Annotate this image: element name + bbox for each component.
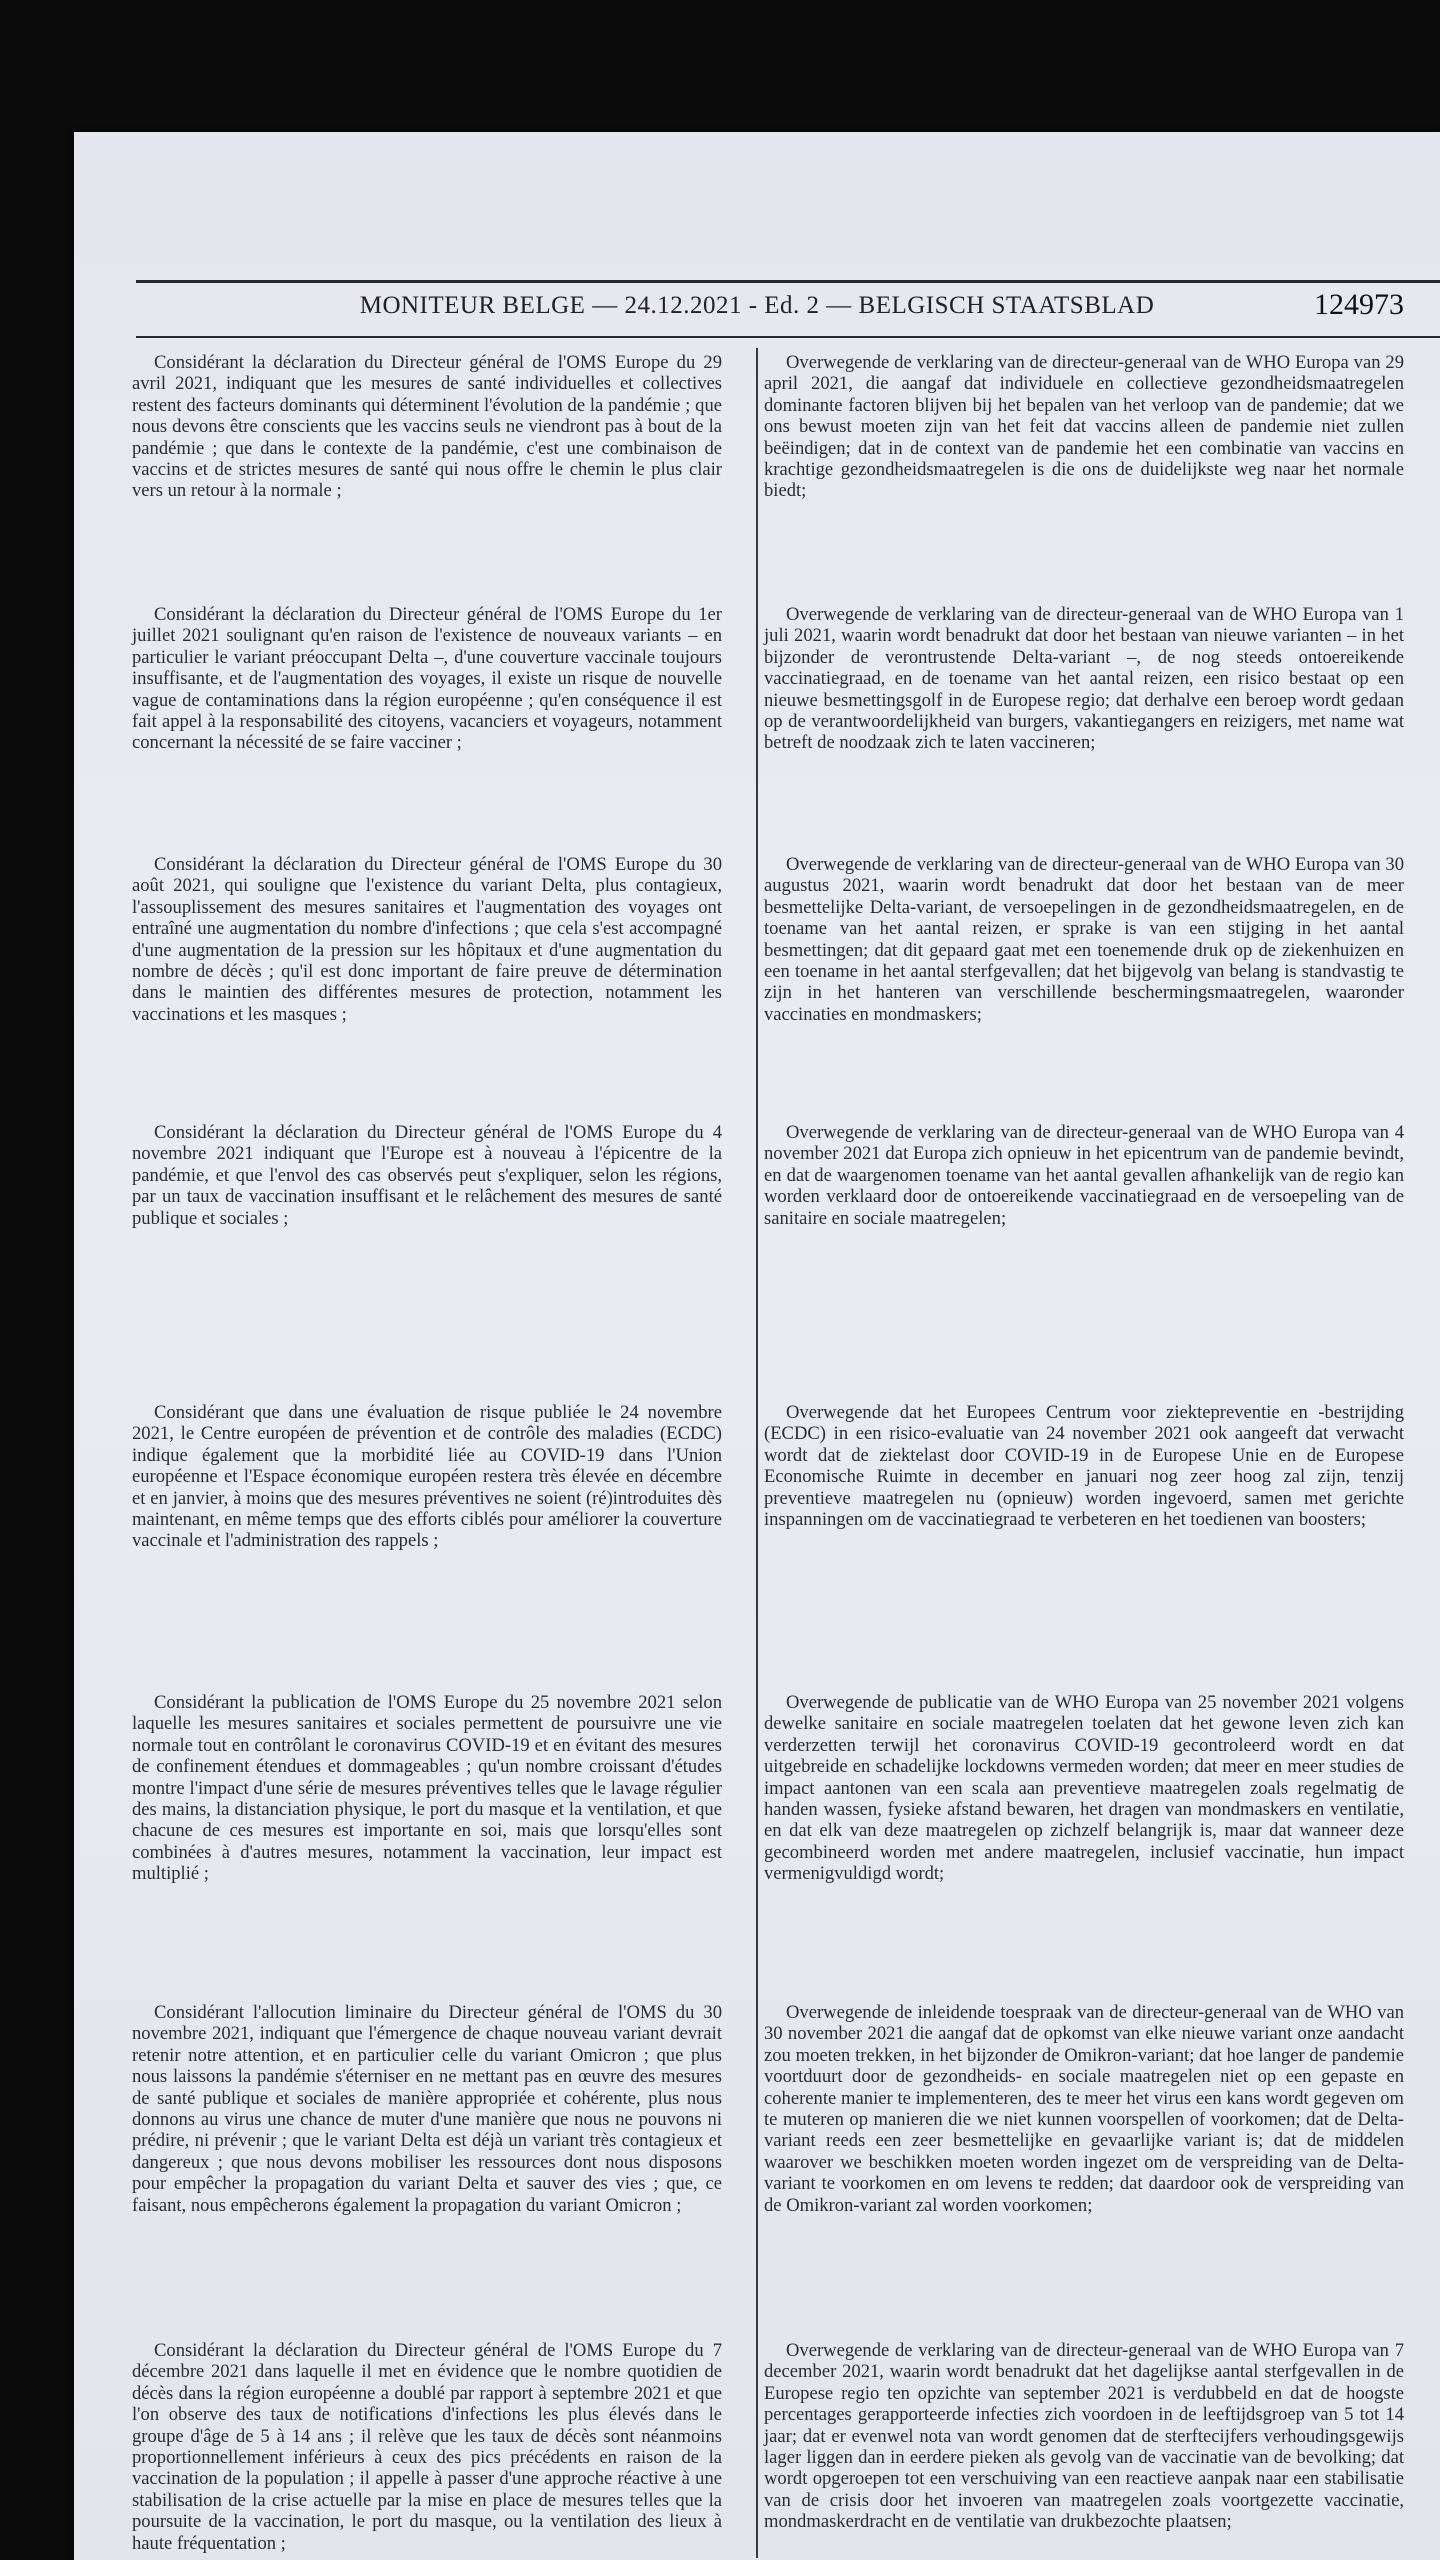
fr-paragraph-6: Considérant la publication de l'OMS Europe du 25 novembre 2021 selon laquelle les mesures sanitaires et sociales permettent de poursuivre une vie normale tout en contrôlant le coronavirus COVID-19 et en évitant des mesures de confinement étendues et dommageables ; qu'un nombre croissant d'études montre l'impact d'une série de mesures préventives telles que le lavage régulier des mains, la distanciation physique, le port du masque et la ventilation, et que chacune de ces mesures est importante en soi, mais que lorsqu'elles sont combinées à d'autres mesures, notamment la vaccination, leur impact est multiplié ; bbox=[132, 1692, 722, 1885]
fr-paragraph-7: Considérant l'allocution liminaire du Directeur général de l'OMS du 30 novembre 2021, indiquant que l'émergence de chaque nouveau variant devrait retenir notre attention, et en particulier celle du variant Omicron ; que plus nous laissons la pandémie s'éterniser en ne mettant pas en œuvre des mesures de santé publique et sociales de manière appropriée et cohérente, plus nous donnons au virus une chance de muter d'une manière que nous ne pouvons ni prédire, ni prévenir ; que le variant Delta est déjà un variant très contagieux et dangereux ; que nous devons mobiliser les ressources dont nous disposons pour empêcher la propagation du variant Delta et sauver des vies ; que, ce faisant, nous empêcherons également la propagation du variant Omicron ; bbox=[132, 2002, 722, 2216]
fr-paragraph-2: Considérant la déclaration du Directeur général de l'OMS Europe du 1er juillet 2021 soulignant qu'en raison de l'existence de nouveaux variants – en particulier le variant préoccupant Delta –, d'une couverture vaccinale toujours insuffisante, et de l'augmentation des voyages, il existe un risque de nouvelle vague de contaminations dans la région européenne ; qu'en conséquence il est fait appel à la responsabilité des citoyens, vacanciers et voyageurs, notamment concernant la nécessité de se faire vacciner ; bbox=[132, 604, 722, 754]
fr-paragraph-4: Considérant la déclaration du Directeur général de l'OMS Europe du 4 novembre 2021 indiquant que l'Europe est à nouveau à l'épicentre de la pandémie, et que l'envol des cas observés peut s'expliquer, selon les régions, par un taux de vaccination insuffisant et le relâchement des mesures de santé publique et sociales ; bbox=[132, 1122, 722, 1229]
document-page bbox=[74, 132, 1440, 2560]
column-divider bbox=[756, 348, 758, 2558]
fr-paragraph-5: Considérant que dans une évaluation de risque publiée le 24 novembre 2021, le Centre européen de prévention et de contrôle des maladies (ECDC) indique également que la morbidité liée au COVID-19 dans l'Union européenne et l'Espace économique européen restera très élevée en décembre et en janvier, à moins que des mesures préventives ne soient (ré)introduites dès maintenant, en même temps que des efforts ciblés pour améliorer la couverture vaccinale et l'administration des rappels ; bbox=[132, 1402, 722, 1552]
nl-paragraph-8: Overwegende de verklaring van de directeur-generaal van de WHO Europa van 7 december 2021, waarin wordt benadrukt dat het dagelijkse aantal sterfgevallen in de Europese regio ten opzichte van september 2021 is verdubbeld en dat de hoogste percentages gerapporteerde infecties zich voordoen in de leeftijdsgroep van 5 tot 14 jaar; dat er evenwel nota van wordt genomen dat de sterftecijfers verhoudingsgewijs lager liggen dan in eerdere pieken als gevolg van de vaccinatie van de bevolking; dat wordt opgeroepen tot een verschuiving van een reactieve aanpak naar een stabilisatie van de crisis door het invoeren van maatregelen zoals voortgezette vaccinatie, mondmaskerdracht en de ventilatie van drukbezochte plaatsen; bbox=[764, 2340, 1404, 2533]
header-rule-bottom bbox=[136, 336, 1440, 338]
nl-paragraph-1: Overwegende de verklaring van de directeur-generaal van de WHO Europa van 29 april 2021, die aangaf dat individuele en collectieve gezondheidsmaatregelen dominante factoren blijven bij het bepalen van het verloop van de pandemie; dat we ons bewust moeten zijn van het feit dat vaccins alleen de pandemie niet zullen beëindigen; dat in de context van de pandemie het een combinatie van vaccins en krachtige gezondheidsmaatregelen is die ons de duidelijkste weg naar het normale biedt; bbox=[764, 352, 1404, 502]
nl-paragraph-7: Overwegende de inleidende toespraak van de directeur-generaal van de WHO van 30 november 2021 die aangaf dat de opkomst van elke nieuwe variant onze aandacht zou moeten trekken, in het bijzonder de Omikron-variant; dat hoe langer de pandemie voortduurt door de gezondheids- en sociale maatregelen niet op een gepaste en coherente manier te implementeren, des te meer het virus een kans wordt gegeven om te muteren op manieren die we niet kunnen voorspellen of voorkomen; dat de Delta-variant reeds een zeer besmettelijke en gevaarlijke variant is; dat de middelen waarover we beschikken moeten worden ingezet om de verspreiding van de Delta-variant te voorkomen en om levens te redden; dat daardoor ook de verspreiding van de Omikron-variant zal worden voorkomen; bbox=[764, 2002, 1404, 2216]
nl-paragraph-6: Overwegende de publicatie van de WHO Europa van 25 november 2021 volgens dewelke sanitaire en sociale maatregelen toelaten dat het gewone leven zich kan verderzetten terwijl het coronavirus COVID-19 gecontroleerd wordt en dat uitgebreide en schadelijke lockdowns vermeden worden; dat meer en meer studies de impact aantonen van een scala aan preventieve maatregelen zoals regelmatig de handen wassen, fysieke afstand bewaren, het dragen van mondmaskers en ventilatie, en dat elk van deze maatregelen op zichzelf belangrijk is, maar dat wanneer deze gecombineerd worden met andere maatregelen, inclusief vaccinatie, hun impact vermenigvuldigd wordt; bbox=[764, 1692, 1404, 1885]
fr-paragraph-8: Considérant la déclaration du Directeur général de l'OMS Europe du 7 décembre 2021 dans laquelle il met en évidence que le nombre quotidien de décès dans la région européenne a doublé par rapport à septembre 2021 et que l'on observe des taux de notifications d'infections les plus élevés dans le groupe d'âge de 5 à 14 ans ; il relève que les taux de décès sont néanmoins proportionnellement inférieurs à ceux des pics précédents en raison de la vaccination de la population ; il appelle à passer d'une approche réactive à une stabilisation de la crise actuelle par la mise en place de mesures telles que la poursuite de la vaccination, le port du masque, ou la ventilation des lieux à haute fréquentation ; bbox=[132, 2340, 722, 2554]
nl-paragraph-4: Overwegende de verklaring van de directeur-generaal van de WHO Europa van 4 november 2021 dat Europa zich opnieuw in het epicentrum van de pandemie bevindt, en dat de waargenomen toename van het aantal gevallen afhankelijk van de regio kan worden verklaard door de ontoereikende vaccinatiegraad en de versoepeling van de sanitaire en sociale maatregelen; bbox=[764, 1122, 1404, 1229]
running-header-title: MONITEUR BELGE — 24.12.2021 - Ed. 2 — BELGISCH STAATSBLAD bbox=[359, 292, 1155, 319]
nl-paragraph-3: Overwegende de verklaring van de directeur-generaal van de WHO Europa van 30 augustus 2021, waarin wordt benadrukt dat door het bestaan van de meer besmettelijke Delta-variant, de versoepelingen in de gezondheidsmaatregelen, en de toename van het aantal reizen, er sprake is van een stijging in het aantal besmettingen; dat dit gepaard gaat met een toenemende druk op de ziekenhuizen en een toename in het aantal sterfgevallen; dat het bijgevolg van belang is standvastig te zijn in het hanteren van verschillende beschermingsmaatregelen, waaronder vaccinaties en mondmaskers; bbox=[764, 854, 1404, 1025]
page-number: 124973 bbox=[1314, 288, 1404, 321]
nl-paragraph-5: Overwegende dat het Europees Centrum voor ziektepreventie en -bestrijding (ECDC) in een risico-evaluatie van 24 november 2021 ook aangeeft dat verwacht wordt dat de ziektelast door COVID-19 in de Europese Unie en de Europese Economische Ruimte in december en januari nog zeer hoog zal zijn, tenzij preventieve maatregelen nu (opnieuw) worden ingevoerd, samen met gerichte inspanningen om de vaccinatiegraad te verbeteren en het toedienen van boosters; bbox=[764, 1402, 1404, 1531]
fr-paragraph-3: Considérant la déclaration du Directeur général de l'OMS Europe du 30 août 2021, qui souligne que l'existence du variant Delta, plus contagieux, l'assouplissement des mesures sanitaires et l'augmentation des voyages ont entraîné une augmentation du nombre d'infections ; que cela s'est accompagné d'une augmentation de la pression sur les hôpitaux et d'une augmentation du nombre de décès ; qu'il est donc important de faire preuve de détermination dans le maintien des différentes mesures de protection, notamment les vaccinations et les masques ; bbox=[132, 854, 722, 1025]
header-rule-top bbox=[136, 280, 1440, 283]
fr-paragraph-1: Considérant la déclaration du Directeur général de l'OMS Europe du 29 avril 2021, indiquant que les mesures de santé individuelles et collectives restent des facteurs dominants qui déterminent l'évolution de la pandémie ; que nous devons être conscients que les vaccins seuls ne viendront pas à bout de la pandémie ; que dans le contexte de la pandémie, c'est une combinaison de vaccins et de strictes mesures de santé qui nous offre le chemin le plus clair vers un retour à la normale ; bbox=[132, 352, 722, 502]
nl-paragraph-2: Overwegende de verklaring van de directeur-generaal van de WHO Europa van 1 juli 2021, waarin wordt benadrukt dat door het bestaan van nieuwe varianten – in het bijzonder de verontrustende Delta-variant –, de nog steeds ontoereikende vaccinatiegraad, en de toename van het aantal reizen, een risico bestaat op een nieuwe besmettingsgolf in de Europese regio; dat derhalve een beroep wordt gedaan op de verantwoordelijkheid van burgers, vakantiegangers en reizigers, met name wat betreft de noodzaak zich te laten vaccineren; bbox=[764, 604, 1404, 754]
